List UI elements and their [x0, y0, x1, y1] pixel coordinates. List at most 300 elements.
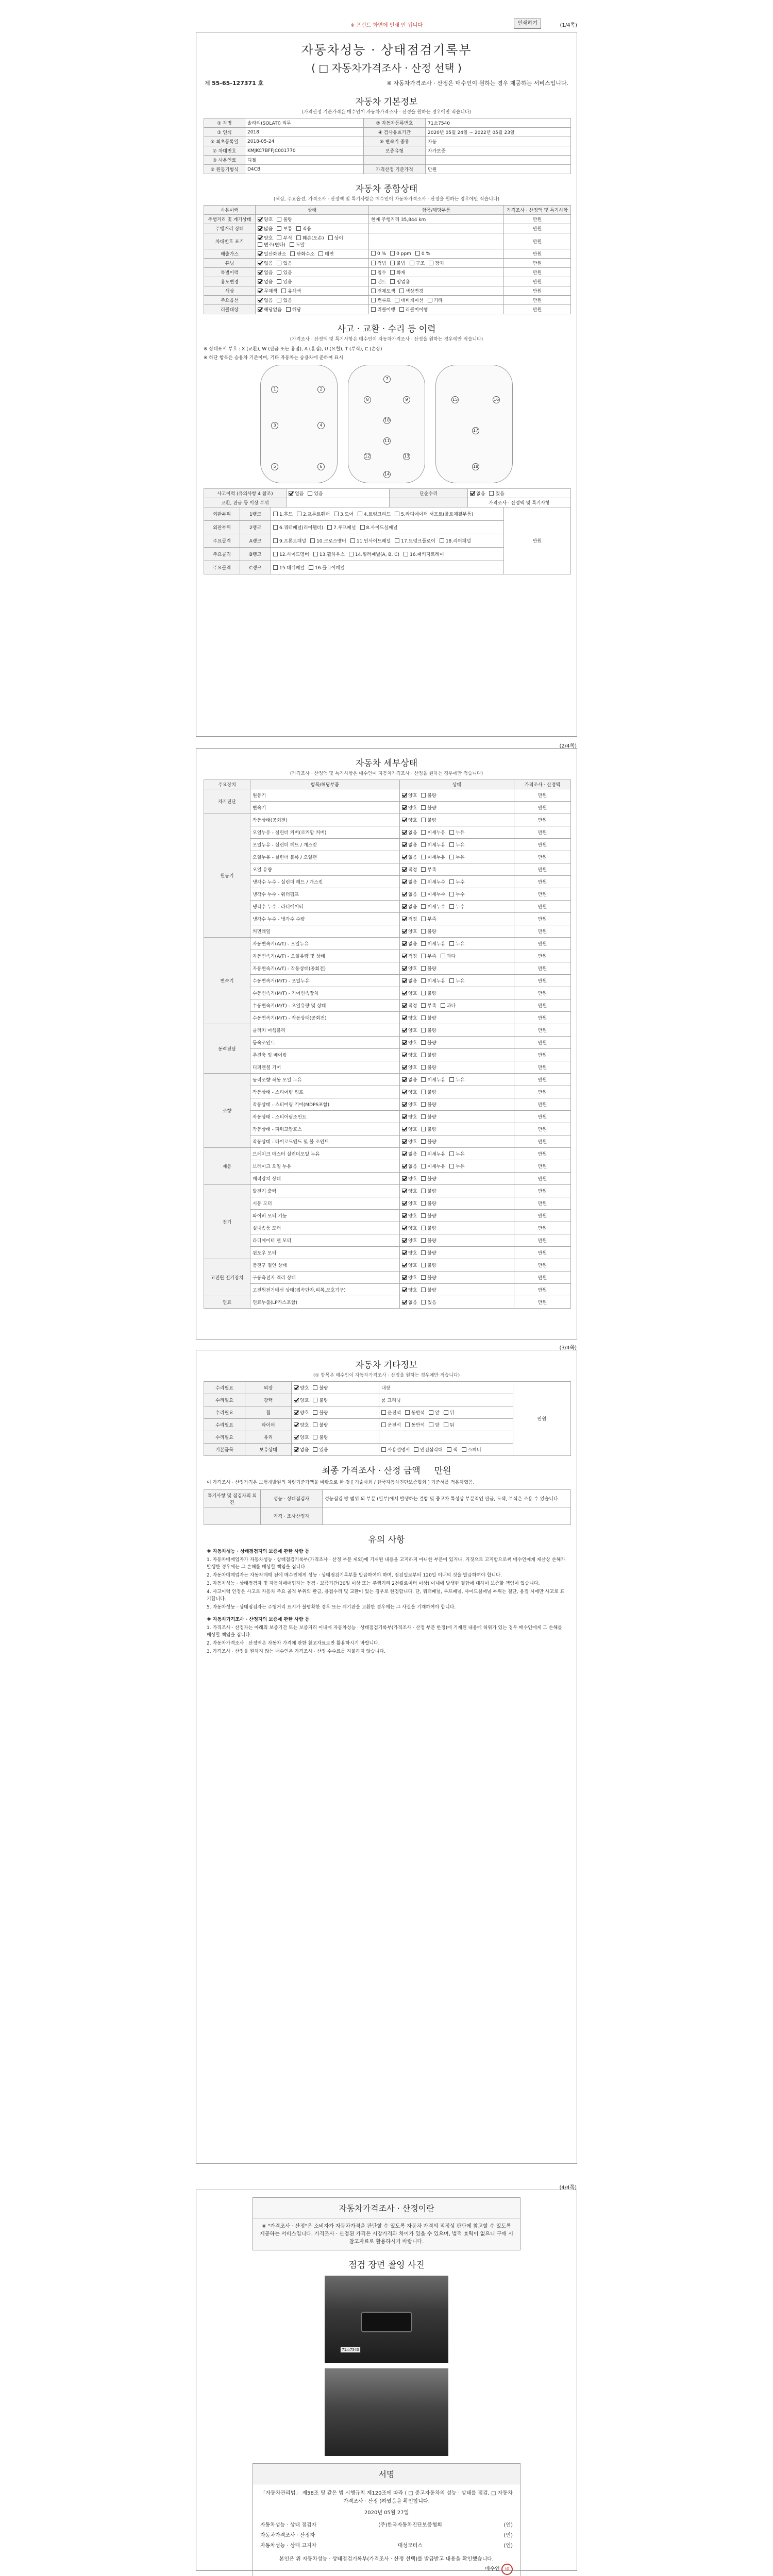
option[interactable]: 전체도색	[371, 289, 395, 294]
checkbox[interactable]	[390, 279, 395, 284]
option[interactable]: 일산화탄소	[258, 252, 286, 257]
checkbox[interactable]	[421, 1139, 426, 1144]
checkbox[interactable]	[289, 491, 293, 496]
option[interactable]: 누유	[449, 1152, 464, 1157]
checkbox[interactable]	[402, 917, 407, 921]
checkbox[interactable]	[402, 1114, 407, 1119]
option[interactable]: 누유	[449, 942, 464, 947]
option[interactable]: 있음	[277, 298, 292, 303]
checkbox[interactable]	[421, 1114, 426, 1119]
checkbox[interactable]	[405, 1410, 410, 1415]
option[interactable]: 없음	[402, 855, 417, 860]
option[interactable]: 많음	[258, 227, 273, 232]
option[interactable]: 11.인사이드패널	[350, 539, 391, 544]
option[interactable]: 7.루프패널	[327, 526, 356, 531]
checkbox[interactable]	[328, 235, 333, 240]
checkbox[interactable]	[421, 1151, 426, 1156]
checkbox[interactable]	[273, 512, 278, 516]
option[interactable]: 있음	[308, 492, 323, 497]
checkbox[interactable]	[390, 251, 395, 256]
checkbox[interactable]	[449, 1077, 454, 1082]
checkbox[interactable]	[402, 1139, 407, 1144]
option[interactable]: 변조(변타)	[258, 243, 285, 248]
option[interactable]: 양호	[402, 793, 417, 799]
option[interactable]: 양호	[402, 806, 417, 811]
option[interactable]: 부족	[421, 868, 436, 873]
option[interactable]: 15.대쉬패널	[273, 566, 305, 571]
option[interactable]: 앞	[429, 1411, 440, 1416]
option[interactable]: 뒤	[444, 1411, 455, 1416]
checkbox[interactable]	[258, 235, 262, 240]
option[interactable]: 불량	[421, 806, 436, 811]
checkbox[interactable]	[470, 491, 475, 496]
checkbox[interactable]	[449, 855, 454, 859]
checkbox[interactable]	[402, 1300, 407, 1304]
option[interactable]: 양호	[402, 991, 417, 996]
option[interactable]: 0 %	[415, 251, 430, 257]
option[interactable]: 양호	[402, 1201, 417, 1207]
checkbox[interactable]	[258, 251, 262, 256]
option[interactable]: 불량	[421, 1115, 436, 1120]
option[interactable]: 불량	[421, 1177, 436, 1182]
option[interactable]: 탄화수소	[290, 252, 314, 257]
checkbox[interactable]	[371, 298, 376, 302]
option[interactable]: 적정	[402, 868, 417, 873]
checkbox[interactable]	[402, 1275, 407, 1280]
option[interactable]: 10.크로스멤버	[310, 539, 346, 544]
option[interactable]: 화재	[390, 270, 405, 276]
option[interactable]: 불량	[421, 1201, 436, 1207]
checkbox[interactable]	[310, 538, 315, 543]
option[interactable]: 훼손(오손)	[296, 236, 324, 241]
checkbox[interactable]	[258, 270, 262, 275]
checkbox[interactable]	[296, 235, 301, 240]
option[interactable]: 미세누유	[421, 1164, 445, 1170]
option[interactable]: 양호	[402, 1041, 417, 1046]
option[interactable]: 불량	[421, 1065, 436, 1071]
checkbox[interactable]	[371, 307, 376, 312]
option[interactable]: 양호	[402, 1288, 417, 1293]
checkbox[interactable]	[258, 298, 262, 302]
checkbox[interactable]	[421, 793, 426, 798]
option[interactable]: 14.필러패널(A, B, C)	[349, 552, 399, 557]
checkbox[interactable]	[313, 1447, 317, 1452]
option[interactable]: 있음	[277, 270, 292, 276]
checkbox[interactable]	[327, 525, 332, 530]
option[interactable]: 양호	[258, 217, 273, 223]
option[interactable]: 16.패키지트레이	[404, 552, 444, 557]
checkbox[interactable]	[402, 830, 407, 835]
checkbox[interactable]	[395, 538, 399, 543]
checkbox[interactable]	[402, 1151, 407, 1156]
option[interactable]: 불법	[390, 261, 405, 266]
checkbox[interactable]	[404, 552, 408, 556]
checkbox[interactable]	[421, 941, 426, 946]
checkbox[interactable]	[313, 1422, 317, 1427]
option[interactable]: 미세누유	[421, 942, 445, 947]
option[interactable]: 누수	[449, 880, 464, 885]
checkbox[interactable]	[462, 1447, 466, 1452]
option[interactable]: 미세누유	[421, 855, 445, 860]
checkbox[interactable]	[402, 892, 407, 896]
option[interactable]: 보통	[277, 227, 292, 232]
checkbox[interactable]	[402, 1201, 407, 1206]
option[interactable]: 양호	[402, 929, 417, 935]
option[interactable]: 상이	[328, 236, 343, 241]
option[interactable]: 색상변경	[399, 289, 424, 294]
checkbox[interactable]	[309, 565, 313, 570]
checkbox[interactable]	[402, 805, 407, 810]
option[interactable]: 불량	[421, 1103, 436, 1108]
option[interactable]: 있음	[277, 261, 292, 266]
checkbox[interactable]	[281, 289, 286, 293]
option[interactable]: 침수	[371, 270, 386, 276]
checkbox[interactable]	[421, 842, 426, 847]
option[interactable]: 12.사이드멤버	[273, 552, 309, 557]
option[interactable]: 있음	[313, 1448, 328, 1453]
option[interactable]: 불량	[421, 1214, 436, 1219]
checkbox[interactable]	[421, 929, 426, 934]
checkbox[interactable]	[286, 307, 291, 312]
option[interactable]: 누유	[449, 831, 464, 836]
checkbox[interactable]	[421, 805, 426, 810]
option[interactable]: 없음	[402, 905, 417, 910]
option[interactable]: 리콜미이행	[399, 308, 428, 313]
checkbox[interactable]	[399, 307, 404, 312]
checkbox[interactable]	[313, 1385, 317, 1390]
checkbox[interactable]	[402, 842, 407, 847]
checkbox[interactable]	[294, 1410, 298, 1415]
option[interactable]: 불량	[421, 1127, 436, 1132]
checkbox[interactable]	[294, 1447, 298, 1452]
option[interactable]: 적정	[402, 954, 417, 959]
checkbox[interactable]	[349, 552, 354, 556]
checkbox[interactable]	[421, 1065, 426, 1070]
checkbox[interactable]	[350, 538, 355, 543]
option[interactable]: 미세누유	[421, 843, 445, 848]
option[interactable]: 미세누유	[421, 831, 445, 836]
option[interactable]: 0 %	[371, 251, 386, 257]
option[interactable]: 있음	[277, 280, 292, 285]
option[interactable]: 양호	[402, 1189, 417, 1194]
checkbox[interactable]	[421, 1238, 426, 1243]
checkbox[interactable]	[371, 279, 376, 284]
option[interactable]: 불량	[277, 217, 292, 223]
option[interactable]: 누수	[449, 892, 464, 897]
option[interactable]: 스패너	[462, 1448, 481, 1453]
checkbox[interactable]	[371, 289, 376, 293]
checkbox[interactable]	[421, 1189, 426, 1193]
checkbox[interactable]	[421, 1077, 426, 1082]
option[interactable]: 양호	[402, 1103, 417, 1108]
checkbox[interactable]	[277, 298, 281, 302]
checkbox[interactable]	[421, 1250, 426, 1255]
checkbox[interactable]	[402, 867, 407, 872]
option[interactable]: 6.쿼터패널(리어휀더)	[273, 526, 323, 531]
checkbox[interactable]	[421, 1275, 426, 1280]
checkbox[interactable]	[402, 1287, 407, 1292]
checkbox[interactable]	[421, 1028, 426, 1032]
option[interactable]: 불량	[421, 818, 436, 823]
option[interactable]: 불량	[421, 1276, 436, 1281]
option[interactable]: 9.프론트패널	[273, 539, 306, 544]
option[interactable]: 8.사이드실패널	[360, 526, 398, 531]
option[interactable]: 5.라디에이터 서포트(볼트체결부품)	[395, 512, 473, 517]
option[interactable]: 없음	[258, 261, 273, 266]
option[interactable]: 없음	[402, 880, 417, 885]
option[interactable]: 양호	[402, 1276, 417, 1281]
option[interactable]: 불량	[421, 1189, 436, 1194]
checkbox[interactable]	[402, 1189, 407, 1193]
option[interactable]: 불량	[421, 1239, 436, 1244]
option[interactable]: 미세누수	[421, 880, 445, 885]
option[interactable]: 양호	[294, 1386, 309, 1391]
option[interactable]: 없음	[402, 892, 417, 897]
option[interactable]: 양호	[294, 1411, 309, 1416]
checkbox[interactable]	[402, 855, 407, 859]
option[interactable]: 불량	[421, 929, 436, 935]
checkbox[interactable]	[313, 1398, 317, 1402]
option[interactable]: 유채색	[281, 289, 301, 294]
option[interactable]: 장치	[429, 261, 444, 266]
option[interactable]: 불량	[313, 1411, 328, 1416]
option[interactable]: 불량	[313, 1398, 328, 1403]
option[interactable]: 16.플로어패널	[309, 566, 345, 571]
checkbox[interactable]	[421, 1176, 426, 1181]
checkbox[interactable]	[421, 1102, 426, 1107]
checkbox[interactable]	[402, 1250, 407, 1255]
option[interactable]: 불량	[421, 1263, 436, 1268]
checkbox[interactable]	[441, 954, 445, 958]
checkbox[interactable]	[258, 217, 262, 222]
checkbox[interactable]	[371, 251, 376, 256]
checkbox[interactable]	[402, 1065, 407, 1070]
option[interactable]: 불량	[421, 793, 436, 799]
option[interactable]: 기타	[428, 298, 443, 303]
checkbox[interactable]	[290, 242, 294, 247]
option[interactable]: 양호	[402, 1226, 417, 1231]
option[interactable]: 과다	[441, 1004, 456, 1009]
option[interactable]: 없음	[402, 979, 417, 984]
option[interactable]: 불량	[421, 1016, 436, 1021]
checkbox[interactable]	[421, 1040, 426, 1045]
option[interactable]: 없음	[258, 270, 273, 276]
checkbox[interactable]	[449, 879, 454, 884]
checkbox[interactable]	[402, 1263, 407, 1267]
checkbox[interactable]	[402, 978, 407, 983]
option[interactable]: 미세누유	[421, 1152, 445, 1157]
checkbox[interactable]	[390, 270, 395, 275]
option[interactable]: 미세누유	[421, 979, 445, 984]
checkbox[interactable]	[421, 1226, 426, 1230]
checkbox[interactable]	[402, 1053, 407, 1057]
option[interactable]: 없음	[258, 298, 273, 303]
option[interactable]: 3.도어	[334, 512, 354, 517]
checkbox[interactable]	[449, 904, 454, 909]
option[interactable]: 양호	[402, 1127, 417, 1132]
option[interactable]: 불량	[421, 1053, 436, 1058]
option[interactable]: 잭	[447, 1448, 458, 1453]
checkbox[interactable]	[421, 1213, 426, 1218]
option[interactable]: 누수	[449, 905, 464, 910]
checkbox[interactable]	[294, 1385, 298, 1390]
checkbox[interactable]	[402, 1226, 407, 1230]
checkbox[interactable]	[444, 1410, 448, 1415]
checkbox[interactable]	[402, 1077, 407, 1082]
checkbox[interactable]	[421, 818, 426, 822]
checkbox[interactable]	[318, 251, 323, 256]
option[interactable]: 불량	[421, 991, 436, 996]
option[interactable]: 양호	[402, 1239, 417, 1244]
checkbox[interactable]	[402, 966, 407, 971]
option[interactable]: 18.리어패널	[440, 539, 471, 544]
option[interactable]: 동반석	[405, 1423, 425, 1428]
option[interactable]: 양호	[402, 1028, 417, 1033]
checkbox[interactable]	[402, 1102, 407, 1107]
checkbox[interactable]	[273, 552, 278, 556]
option[interactable]: 운전석	[381, 1411, 401, 1416]
checkbox[interactable]	[258, 279, 262, 284]
option[interactable]: 없음	[402, 831, 417, 836]
option[interactable]: 양호	[294, 1423, 309, 1428]
checkbox[interactable]	[421, 954, 426, 958]
checkbox[interactable]	[449, 892, 454, 896]
checkbox[interactable]	[402, 904, 407, 909]
option[interactable]: 부족	[421, 954, 436, 959]
checkbox[interactable]	[296, 226, 301, 231]
checkbox[interactable]	[371, 270, 376, 275]
checkbox[interactable]	[402, 1213, 407, 1218]
option[interactable]: 4.트렁크리드	[358, 512, 391, 517]
checkbox[interactable]	[449, 941, 454, 946]
option[interactable]: 도말	[290, 243, 305, 248]
checkbox[interactable]	[421, 1300, 426, 1304]
option[interactable]: 미세누수	[421, 905, 445, 910]
checkbox[interactable]	[489, 491, 494, 496]
checkbox[interactable]	[421, 978, 426, 983]
checkbox[interactable]	[273, 538, 278, 543]
option[interactable]: 해당	[286, 308, 301, 313]
checkbox[interactable]	[440, 538, 444, 543]
checkbox[interactable]	[421, 1287, 426, 1292]
checkbox[interactable]	[402, 1090, 407, 1094]
checkbox[interactable]	[421, 1201, 426, 1206]
checkbox[interactable]	[414, 1447, 418, 1452]
checkbox[interactable]	[402, 991, 407, 995]
checkbox[interactable]	[294, 1422, 298, 1427]
option[interactable]: 있음	[421, 1300, 436, 1306]
option[interactable]: 과다	[441, 954, 456, 959]
checkbox[interactable]	[273, 565, 278, 570]
option[interactable]: 안전삼각대	[414, 1448, 442, 1453]
checkbox[interactable]	[258, 226, 262, 231]
checkbox[interactable]	[402, 793, 407, 798]
option[interactable]: 0 ppm	[390, 251, 411, 257]
option[interactable]: 없음	[402, 1078, 417, 1083]
option[interactable]: 양호	[402, 1115, 417, 1120]
checkbox[interactable]	[334, 512, 339, 516]
checkbox[interactable]	[277, 217, 281, 222]
option[interactable]: 누유	[449, 1078, 464, 1083]
checkbox[interactable]	[294, 1435, 298, 1439]
option[interactable]: 적정	[402, 1004, 417, 1009]
checkbox[interactable]	[277, 270, 281, 275]
checkbox[interactable]	[371, 261, 376, 265]
checkbox[interactable]	[381, 1447, 386, 1452]
option[interactable]: 없음	[258, 280, 273, 285]
checkbox[interactable]	[449, 1164, 454, 1168]
checkbox[interactable]	[294, 1398, 298, 1402]
option[interactable]: 네비게이션	[395, 298, 423, 303]
option[interactable]: 뒤	[444, 1423, 455, 1428]
option[interactable]: 양호	[294, 1435, 309, 1440]
option[interactable]: 2.프론트휀더	[297, 512, 330, 517]
checkbox[interactable]	[360, 525, 365, 530]
checkbox[interactable]	[381, 1410, 386, 1415]
checkbox[interactable]	[402, 1003, 407, 1008]
option[interactable]: 미세누유	[421, 1078, 445, 1083]
checkbox[interactable]	[421, 892, 426, 896]
checkbox[interactable]	[449, 842, 454, 847]
option[interactable]: 양호	[402, 1214, 417, 1219]
option[interactable]: 양호	[402, 1065, 417, 1071]
option[interactable]: 불량	[421, 1090, 436, 1095]
option[interactable]: 불량	[313, 1423, 328, 1428]
option[interactable]: 양호	[402, 1053, 417, 1058]
option[interactable]: 없음	[294, 1448, 309, 1453]
checkbox[interactable]	[428, 298, 432, 302]
option[interactable]: 영업용	[390, 280, 410, 285]
option[interactable]: 미세누수	[421, 892, 445, 897]
option[interactable]: 적음	[296, 227, 311, 232]
checkbox[interactable]	[258, 242, 262, 247]
checkbox[interactable]	[421, 867, 426, 872]
checkbox[interactable]	[297, 512, 301, 516]
checkbox[interactable]	[308, 491, 312, 496]
option[interactable]: 누유	[449, 843, 464, 848]
option[interactable]: 불량	[421, 1140, 436, 1145]
checkbox[interactable]	[405, 1422, 410, 1427]
checkbox[interactable]	[429, 1422, 433, 1427]
checkbox[interactable]	[421, 966, 426, 971]
option[interactable]: 양호	[258, 236, 273, 241]
option[interactable]: 불량	[421, 967, 436, 972]
option[interactable]: 앞	[429, 1423, 440, 1428]
option[interactable]: 매연	[318, 252, 333, 257]
checkbox[interactable]	[290, 251, 295, 256]
checkbox[interactable]	[402, 1015, 407, 1020]
checkbox[interactable]	[402, 1127, 407, 1131]
checkbox[interactable]	[277, 279, 281, 284]
checkbox[interactable]	[449, 978, 454, 983]
checkbox[interactable]	[402, 1028, 407, 1032]
option[interactable]: 13.휠하우스	[313, 552, 345, 557]
option[interactable]: 양호	[402, 1090, 417, 1095]
checkbox[interactable]	[421, 1127, 426, 1131]
option[interactable]: 양호	[402, 1263, 417, 1268]
checkbox[interactable]	[421, 991, 426, 995]
option[interactable]: 17.트렁크플로어	[395, 539, 435, 544]
checkbox[interactable]	[402, 879, 407, 884]
checkbox[interactable]	[313, 552, 318, 556]
option[interactable]: 양호	[402, 1140, 417, 1145]
checkbox[interactable]	[313, 1410, 317, 1415]
option[interactable]: 양호	[402, 818, 417, 823]
checkbox[interactable]	[421, 1263, 426, 1267]
option[interactable]: 부식	[277, 236, 292, 241]
option[interactable]: 해당없음	[258, 308, 282, 313]
option[interactable]: 동반석	[405, 1411, 425, 1416]
